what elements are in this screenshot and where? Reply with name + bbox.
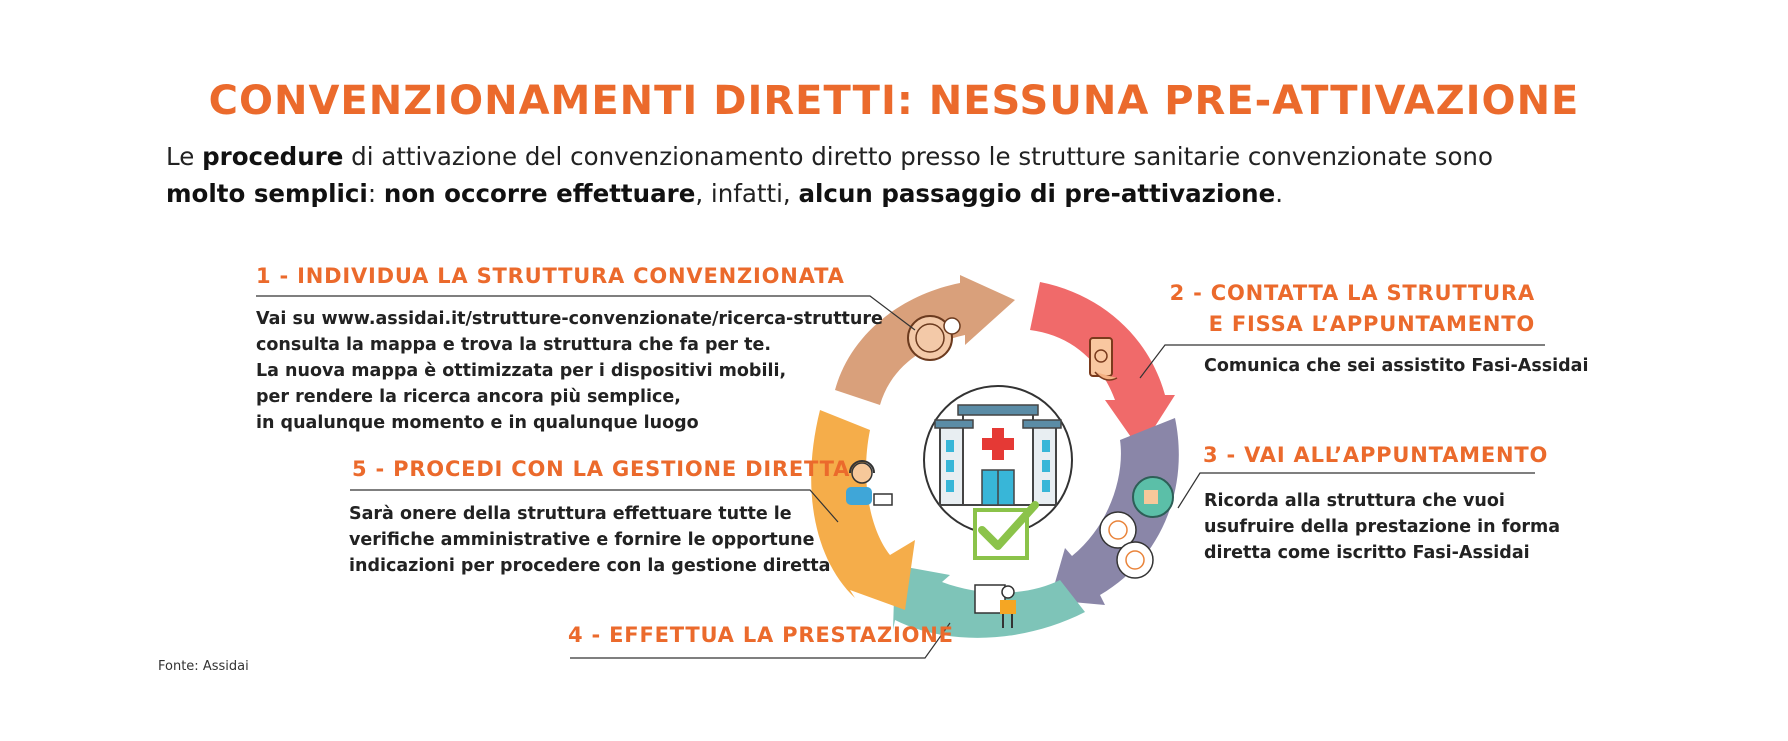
globe-web-icon	[908, 316, 960, 360]
page-title: CONVENZIONAMENTI DIRETTI: NESSUNA PRE-ATTIVAZIONE	[208, 78, 1580, 124]
step-5-title: 5 - PROCEDI CON LA GESTIONE DIRETTA	[352, 457, 851, 481]
step-3-text: Ricorda alla struttura che vuoi usufruire della prestazione in forma diretta come iscritto Fasi-Assidai	[1204, 491, 1561, 563]
step-2-title: 2 - CONTATTA LA STRUTTURA E FISSA L’APPUNTAMENTO	[1169, 281, 1535, 336]
intro-paragraph: Le procedure di attivazione del convenzionamento diretto presso le strutture sanitarie convenzionate sono molto semplici: non occorre effettuare, infatti, alcun passaggio di pre-attivazione.	[166, 142, 1493, 208]
step-5-text: Sarà onere della struttura effettuare tutte le verifiche amministrative e fornire le opportune indicazioni per procedere con la gestione diretta	[349, 504, 831, 576]
step-2-text: Comunica che sei assistito Fasi-Assidai	[1204, 356, 1589, 376]
step-1-title: 1 - INDIVIDUA LA STRUTTURA CONVENZIONATA	[256, 264, 845, 288]
smartphone-hand-icon	[1090, 338, 1117, 380]
step-3-title: 3 - VAI ALL’APPUNTAMENTO	[1203, 443, 1549, 467]
hospital-check-icon	[935, 405, 1061, 558]
source-note: Fonte: Assidai	[158, 659, 249, 674]
step-1-text: Vai su www.assidai.it/strutture-convenzionate/ricerca-strutture consulta la mappa e trova la struttura che fa per te. La nuova mappa è ottimizzata per i dispositivi mobili, per rendere la ricerca ancora più semplice, in qualunque momento e in qualunque luogo	[256, 309, 883, 433]
step-4-title: 4 - EFFETTUA LA PRESTAZIONE	[568, 623, 954, 647]
